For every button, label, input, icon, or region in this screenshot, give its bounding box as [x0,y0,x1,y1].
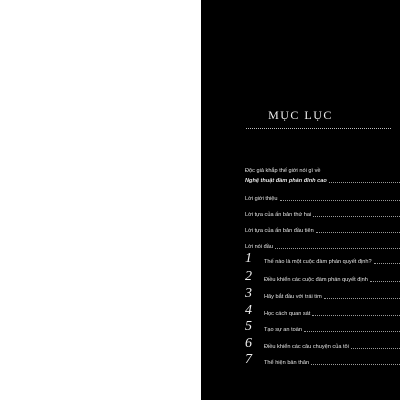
leader-dots [311,364,400,365]
leader-dots [304,331,400,332]
toc-entry-front-2 [245,209,400,218]
toc-entry-chapter-1 [264,256,400,265]
leader-dots [351,348,400,349]
toc-entry-front-1 [245,193,400,202]
chapter-title: Tạo sự an toàn [264,327,302,333]
chapter-title: Thể hiện bản thân [264,360,310,366]
leader-dots [329,182,400,183]
leader-dots [275,248,400,249]
chapter-title: Học cách quan sát [264,311,311,317]
chapter-number: 1 [245,251,252,266]
chapter-title: Thế nào là một cuộc đàm phán quyết định? [264,259,372,265]
leader-dots [370,281,400,282]
chapter-title: Điều khiển các cuộc đàm phán quyết định [264,277,368,283]
intro-entry [245,175,400,184]
toc-entry-chapter-6 [264,341,400,350]
title-dotted-rule [246,128,391,129]
chapter-number: 5 [245,319,252,334]
toc-entry-chapter-5 [264,324,400,333]
leader-dots [374,263,400,264]
toc-entry-chapter-2 [264,274,400,283]
toc-entry-front-4 [245,241,400,250]
leader-dots [312,315,400,316]
toc-page [201,0,400,400]
toc-entry-chapter-4 [264,308,400,317]
leader-dots [316,232,400,233]
chapter-number: 6 [245,336,252,351]
entry-label: Lời tựa của ấn bản thứ hai [245,212,312,218]
toc-entry-chapter-7 [264,357,400,366]
chapter-number: 7 [245,352,252,367]
chapter-title: Điều khiển các câu chuyện của tôi [264,344,349,350]
intro-line-1: Độc giả khắp thế giới nói gì về [245,168,321,174]
toc-entry-chapter-3 [264,291,400,300]
leader-dots [313,216,400,217]
chapter-title: Hãy bắt đầu với trái tim [264,294,322,300]
toc-title: MỤC LỤC [268,108,333,122]
entry-label: Lời tựa của ấn bản đầu tiên [245,228,314,234]
entry-label: Lời nói đầu [245,244,273,250]
leader-dots [324,298,400,299]
leader-dots [280,200,400,201]
chapter-number: 2 [245,269,252,284]
toc-entry-front-3 [245,225,400,234]
chapter-number: 3 [245,286,252,301]
chapter-number: 4 [245,303,252,318]
intro-line-2: Nghệ thuật đàm phán đỉnh cao [245,178,327,184]
entry-label: Lời giới thiệu [245,196,278,202]
